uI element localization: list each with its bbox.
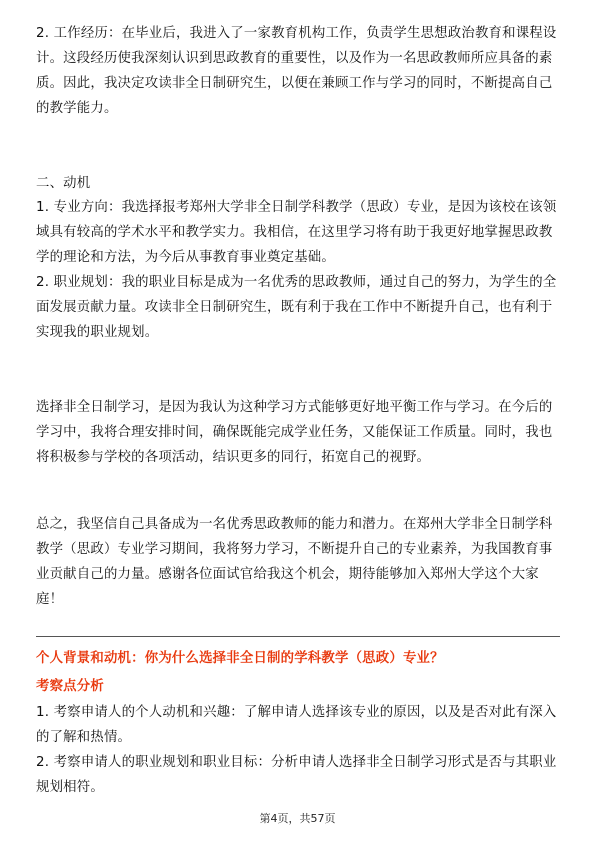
- summary-paragraph: 总之，我坚信自己具备成为一名优秀思政教师的能力和潜力。在郑州大学非全日制学科教学（思政）专业学习期间，我将努力学习，不断提升自己的专业素养，为我国教育事业贡献自己的力量。感谢各位面试官给我这个机会，期待能够加入郑州大学这个大家庭！: [36, 517, 553, 607]
- work-experience-paragraph: 2. 工作经历：在毕业后，我进入了一家教育机构工作，负责学生思想政治教育和课程设计。这段经历使我深刻认识到思政教育的重要性，以及作为一名思政教师所应具备的素质。因此，我决定攻读非全日制研究生，以便在兼顾工作与学习的同时，不断提高自己的教学能力。: [36, 26, 557, 116]
- analysis-section: [36, 700, 561, 800]
- question-title-block: [36, 648, 561, 670]
- motivation-item-career: 2. 职业规划：我的职业目标是成为一名优秀的思政教师，通过自己的努力，为学生的全面发展贡献力量。攻读非全日制研究生，既有利于我在工作中不断提升自己，也有利于实现我的职业规划。: [36, 275, 557, 340]
- motivation-heading-block: [36, 171, 561, 196]
- analysis-heading-block: [36, 676, 561, 698]
- analysis-point-career: 2. 考察申请人的职业规划和职业目标：分析申请人选择非全日制学习形式是否与其职业规划相符。: [36, 755, 557, 795]
- motivation-section: [36, 195, 561, 345]
- motivation-heading: 二、动机: [36, 176, 91, 191]
- page-footer: [0, 810, 595, 826]
- page-number: 第4页，共57页: [259, 812, 336, 825]
- question-title: 个人背景和动机：你为什么选择非全日制的学科教学（思政）专业？: [36, 651, 444, 666]
- motivation-item-major: 1. 专业方向：我选择报考郑州大学非全日制学科教学（思政）专业，是因为该校在该领域具有较高的学术水平和教学实力。我相信，在这里学习将有助于我更好地掌握思政教学的理论和方法，为今后从事教育事业奠定基础。: [36, 200, 557, 265]
- work-experience-section: [36, 21, 561, 121]
- part-time-section: [36, 395, 561, 470]
- summary-section: [36, 512, 561, 612]
- analysis-heading: 考察点分析: [36, 679, 104, 694]
- section-divider: [36, 636, 560, 637]
- part-time-paragraph: 选择非全日制学习，是因为我认为这种学习方式能够更好地平衡工作与学习。在今后的学习中，我将合理安排时间，确保既能完成学业任务，又能保证工作质量。同时，我也将积极参与学校的各项活动，结识更多的同行，拓宽自己的视野。: [36, 400, 553, 465]
- analysis-point-motivation: 1. 考察申请人的个人动机和兴趣：了解申请人选择该专业的原因，以及是否对此有深入的了解和热情。: [36, 705, 557, 745]
